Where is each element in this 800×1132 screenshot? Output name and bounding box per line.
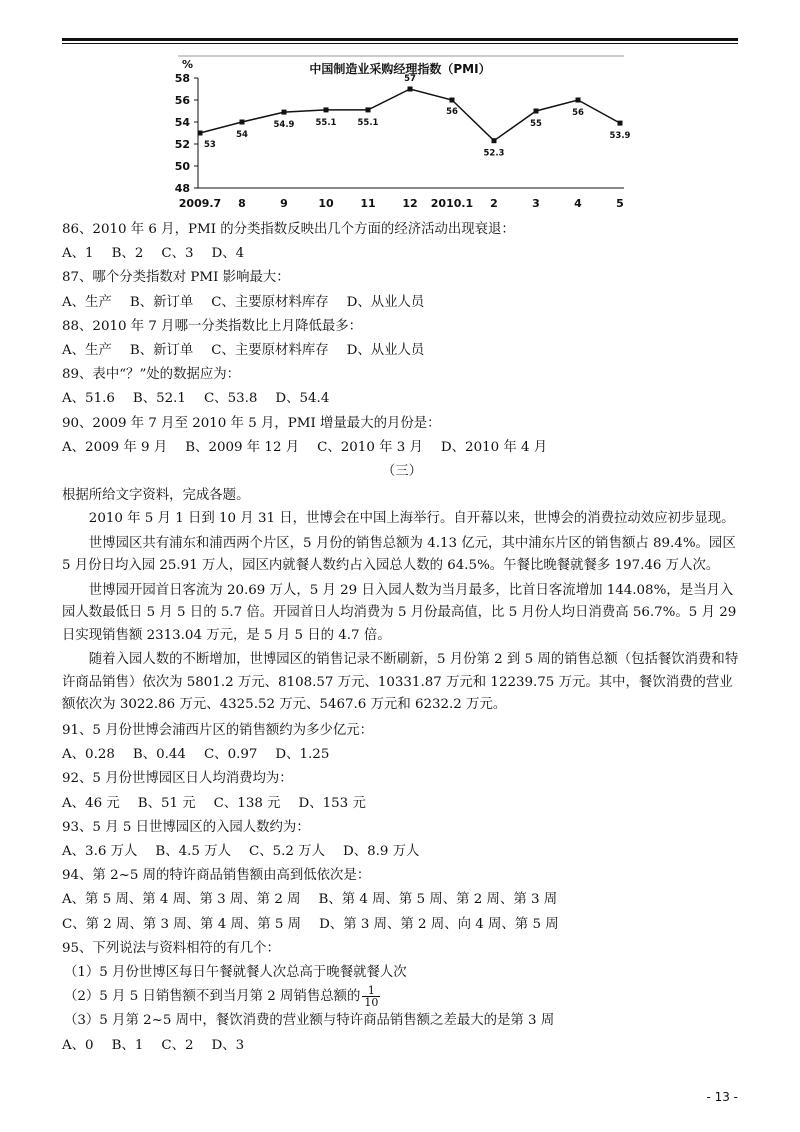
fraction: [362, 985, 380, 1008]
data-point: [282, 110, 287, 115]
answer-option: B、第 4 周、第 5 周、第 2 周、第 3 周: [318, 892, 558, 908]
data-point: [492, 138, 497, 143]
answer-option: D、1.25: [275, 747, 330, 763]
answer-option: A、1: [62, 246, 94, 262]
answer-options: [62, 387, 742, 411]
answer-option: D、8.9 万人: [342, 843, 420, 859]
x-tick-label: 8: [238, 197, 246, 210]
data-label: 55.1: [315, 117, 337, 128]
answer-option: B、2: [111, 246, 144, 262]
answer-option: A、0.28: [62, 747, 115, 763]
question-text: 90、2009 年 7 月至 2010 年 5 月，PMI 增量最大的月份是：: [62, 415, 441, 431]
data-label: 52.3: [483, 148, 505, 159]
answer-option: D、153 元: [298, 795, 366, 811]
y-tick-label: 50: [174, 160, 190, 173]
answer-option: C、2010 年 3 月: [317, 439, 423, 455]
data-label: 53: [204, 140, 216, 150]
data-label: 54.9: [273, 120, 295, 131]
y-tick-label: 56: [174, 94, 190, 107]
answer-options: [62, 792, 742, 816]
data-label: 56: [446, 107, 458, 117]
question-text: （2）5 月 5 日销售额不到当月第 2 周销售总额的: [64, 989, 361, 1005]
answer-option: C、5.2 万人: [248, 843, 325, 859]
y-tick-label: 54: [174, 116, 190, 129]
answer-options: [62, 743, 742, 767]
answer-option: A、0: [62, 1037, 94, 1053]
question-text: 87、哪个分类指数对 PMI 影响最大：: [62, 270, 290, 286]
x-tick-label: 2: [490, 197, 498, 210]
fraction-numerator: 1: [362, 985, 380, 997]
answer-option: B、52.1: [132, 391, 186, 407]
answer-option: C、3: [161, 246, 194, 262]
paragraph-text: 2010 年 5 月 1 日到 10 月 31 日，世博会在中国上海举行。自开幕以来，世博会的消费拉动效应初步显现。: [88, 511, 735, 527]
chart-title: 中国制造业采购经理指数（PMI）: [309, 62, 491, 76]
answer-option: B、2009 年 12 月: [185, 439, 300, 455]
answer-option: C、0.97: [203, 747, 258, 763]
x-tick-label: 4: [574, 197, 582, 210]
data-point: [408, 87, 413, 92]
data-point: [198, 131, 203, 136]
x-tick-label: 9: [280, 197, 288, 210]
answer-options: [62, 291, 742, 315]
answer-options: [62, 436, 742, 460]
answer-options: [62, 913, 742, 937]
data-point: [618, 121, 623, 126]
x-tick-label: 12: [402, 197, 418, 210]
answer-option: D、第 3 周、第 2 周、向 4 周、第 5 周: [319, 916, 559, 932]
question-text: （3）5 月第 2~5 周中，餐饮消费的营业额与特许商品销售额之差最大的是第 3 周: [64, 1013, 555, 1029]
data-label: 53.9: [609, 131, 630, 142]
data-label: 55: [530, 119, 542, 129]
x-tick-label: 11: [360, 197, 376, 210]
answer-option: B、4.5 万人: [155, 843, 231, 859]
answer-option: B、新订单: [129, 294, 194, 310]
question-text: 95、下列说法与资料相符的有几个：: [62, 940, 280, 956]
answer-option: D、从业人员: [346, 343, 425, 359]
answer-option: A、生产: [62, 343, 112, 359]
data-label: 57: [404, 74, 416, 84]
question-text: 92、5 月份世博园区日人均消费均为：: [62, 771, 293, 787]
answer-options: [62, 840, 742, 864]
data-point: [240, 120, 245, 125]
question-text: 86、2010 年 6 月，PMI 的分类指数反映出几个方面的经济活动出现衰退：: [62, 222, 515, 237]
answer-option: A、第 5 周、第 4 周、第 3 周、第 2 周: [62, 892, 301, 908]
answer-options: [62, 888, 742, 912]
answer-options: [62, 242, 742, 266]
answer-option: C、138 元: [213, 795, 281, 811]
question-text: 91、5 月份世博会浦西片区的销售额约为多少亿元：: [62, 722, 374, 738]
answer-option: D、4: [211, 246, 245, 262]
answer-option: C、53.8: [203, 391, 258, 407]
data-label: 56: [572, 108, 584, 118]
question-text: 93、5 月 5 日世博园区的入园人数约为：: [62, 819, 310, 835]
y-tick-label: 48: [174, 182, 190, 195]
header-rule-thin: [62, 43, 738, 44]
section-heading: （三）: [381, 464, 423, 480]
answer-option: C、主要原材料库存: [211, 294, 329, 310]
data-point: [534, 109, 539, 114]
y-axis-label: %: [182, 58, 194, 71]
document-body: [62, 218, 742, 1058]
answer-option: D、3: [211, 1037, 245, 1053]
answer-option: C、第 2 周、第 3 周、第 4 周、第 5 周: [62, 916, 302, 932]
question-text: 89、表中“？”处的数据应为：: [62, 367, 241, 383]
answer-option: D、2010 年 4 月: [440, 439, 548, 455]
answer-options: [62, 339, 742, 363]
fraction-denominator: 10: [364, 996, 379, 1010]
question-text: （1）5 月份世博区每日午餐就餐人次总高于晚餐就餐人次: [64, 964, 407, 980]
data-label: 54: [236, 130, 248, 140]
x-tick-label: 5: [616, 197, 624, 210]
answer-option: A、46 元: [62, 795, 120, 811]
answer-option: A、2009 年 9 月: [62, 439, 168, 455]
pmi-line-chart: [160, 48, 630, 218]
answer-option: A、生产: [62, 294, 112, 310]
x-tick-label: 2010.1: [430, 197, 474, 210]
paragraph-text: 世博园开园首日客流为 20.69 万人，5 月 29 日入园人数为当月最多，比首日客流增加 144.08%，是当月入园人数最低日 5 月 5 日的 5.7 倍。开园首日人均消费为 5 月份最高值，比 5 月份人均日消费高 56.7%。5 月 29 日实现销售额 2313.04 万元，是 5 月 5 日的 4.7 倍。: [62, 582, 737, 643]
page-number: - 13 -: [706, 1090, 738, 1104]
y-tick-label: 58: [174, 72, 190, 85]
answer-option: B、新订单: [129, 343, 194, 359]
answer-option: A、3.6 万人: [62, 843, 138, 859]
data-point: [450, 98, 455, 103]
question-text: 88、2010 年 7 月哪一分类指数比上月降低最多：: [62, 318, 363, 334]
answer-options: [62, 1034, 742, 1058]
answer-option: D、54.4: [275, 391, 330, 407]
series-line: [200, 89, 620, 141]
answer-option: C、2: [161, 1037, 194, 1053]
answer-option: C、主要原材料库存: [211, 343, 329, 359]
x-tick-label: 10: [318, 197, 334, 210]
answer-option: D、从业人员: [346, 294, 425, 310]
x-tick-label: 3: [532, 197, 540, 210]
y-tick-label: 52: [174, 138, 190, 151]
paragraph-text: 世博园区共有浦东和浦西两个片区，5 月份的销售总额为 4.13 亿元，其中浦东片区的销售额占 89.4%。园区 5 月份日均入园 25.91 万人，园区内就餐人数约占入园总人数的 64.5%。午餐比晚餐就餐多 197.46 万人次。: [62, 535, 736, 574]
answer-option: B、1: [111, 1037, 144, 1053]
data-point: [366, 107, 371, 112]
data-label: 55.1: [357, 117, 379, 128]
paragraph-text: 随着入园人数的不断增加，世博园区的销售记录不断刷新，5 月份第 2 到 5 周的销售总额（包括餐饮消费和特许商品销售）依次为 5801.2 万元、8108.57 万元、10331.87 万元和 12239.75 万元。其中，餐饮消费的营业额依次为 3022.86 万元、4325.52 万元、5467.6 万元和 6232.2 万元。: [62, 652, 739, 713]
question-text: 94、第 2~5 周的特许商品销售额由高到低依次是：: [62, 868, 371, 884]
header-rule-thick: [62, 38, 738, 41]
answer-option: A、51.6: [62, 391, 115, 407]
question-text: 根据所给文字资料，完成各题。: [62, 488, 250, 504]
answer-option: B、51 元: [137, 795, 196, 811]
data-point: [324, 107, 329, 112]
x-tick-label: 2009.7: [178, 197, 222, 210]
data-point: [576, 98, 581, 103]
answer-option: B、0.44: [132, 747, 186, 763]
